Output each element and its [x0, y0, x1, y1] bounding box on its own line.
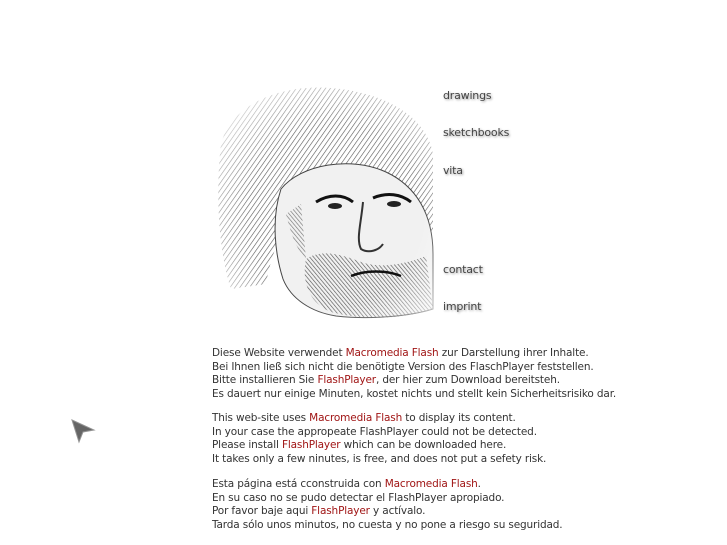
spanish-line-1: Esta página está cconstruida con Macromedia Flash.	[212, 478, 481, 490]
flashplayer-link-en[interactable]: FlashPlayer	[281, 439, 341, 451]
flashplayer-link-es[interactable]: FlashPlayer	[311, 505, 370, 517]
portrait-drawing	[211, 84, 437, 322]
english-line-3: Please install FlashPlayer which can be downloaded here.	[212, 439, 507, 451]
spanish-line-2: En su caso no se pudo detectar el FlashPlayer apropiado.	[212, 491, 505, 504]
german-line-4: Es dauert nur einige Minuten, kostet nichts und stellt kein Sicherheitsrisiko dar.	[212, 387, 617, 400]
message-german	[212, 347, 616, 401]
nav-sketchbooks[interactable]: sketchbooks	[443, 126, 510, 139]
english-line-1: This web-site uses Macromedia Flash to display its content.	[212, 412, 516, 424]
nav-vita[interactable]: vita	[443, 164, 463, 177]
flashplayer-link-de[interactable]: FlashPlayer	[317, 374, 376, 386]
nav-contact[interactable]: contact	[443, 263, 483, 276]
german-line-1: Diese Website verwendet Macromedia Flash zur Darstellung ihrer Inhalte.	[212, 347, 589, 359]
nav-drawings[interactable]: drawings	[443, 89, 492, 102]
english-line-2: In your case the appropeate FlashPlayer could not be detected.	[212, 425, 537, 438]
message-english	[212, 412, 546, 466]
macromedia-flash-link-de[interactable]: Macromedia Flash	[345, 347, 439, 359]
english-line-4: It takes only a few ninutes, is free, and does not put a sefety risk.	[212, 452, 547, 465]
spanish-line-3: Por favor baje aqui FlashPlayer y actívalo.	[212, 505, 426, 517]
german-line-3: Bitte installieren Sie FlashPlayer, der hier zum Download bereitsteh.	[212, 374, 560, 386]
nav-imprint[interactable]: imprint	[443, 300, 482, 313]
spanish-line-4: Tarda sólo unos minutos, no cuesta y no pone a riesgo su seguridad.	[212, 518, 563, 531]
macromedia-flash-link-en[interactable]: Macromedia Flash	[309, 412, 403, 424]
german-line-2: Bei Ihnen ließ sich nicht die benötigte Version des FlaschPlayer feststellen.	[212, 360, 594, 373]
message-spanish	[212, 478, 562, 532]
macromedia-flash-link-es[interactable]: Macromedia Flash	[384, 478, 478, 490]
pointer-arrow-icon	[70, 418, 96, 448]
